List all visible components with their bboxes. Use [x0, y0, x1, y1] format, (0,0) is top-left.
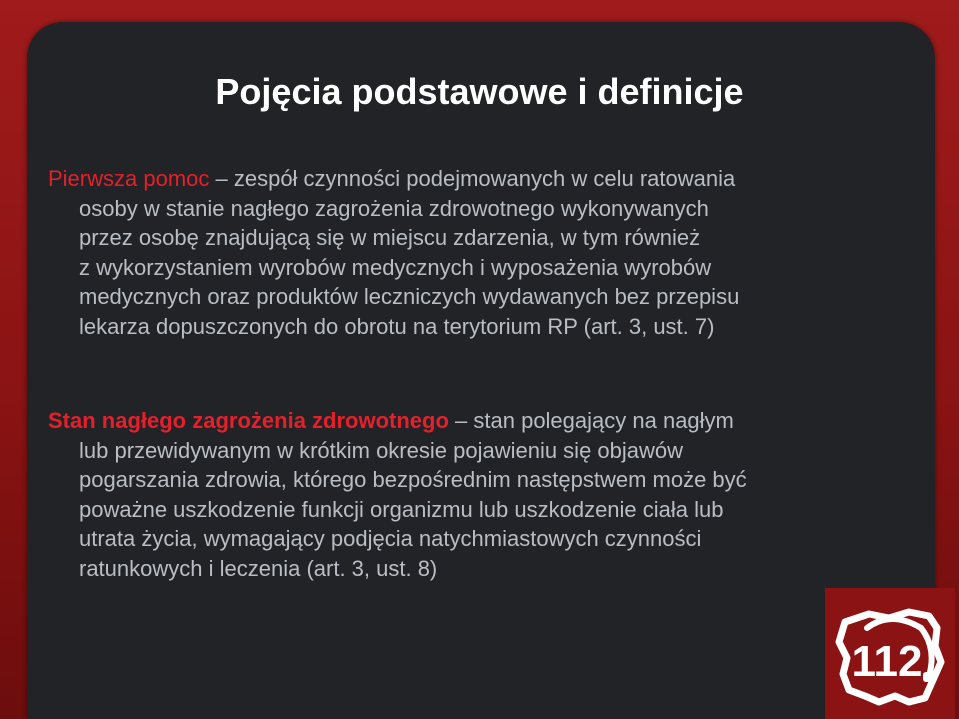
- definition-text: – zespół czynności podejmowanych w celu ratowania: [209, 166, 736, 191]
- definition-term: Pierwsza pomoc: [48, 166, 210, 191]
- definition-text: – stan polegający na nagłym: [448, 408, 734, 433]
- definition-line: lekarza dopuszczonych do obrotu na terytorium RP (art. 3, ust. 7): [79, 313, 715, 339]
- definition-line: lub przewidywanym w krótkim okresie pojawieniu się objawów: [79, 437, 684, 463]
- emergency-112-phone-logo-icon: [825, 588, 955, 719]
- definition-term: Stan nagłego zagrożenia zdrowotnego: [48, 408, 449, 433]
- definition-line: z wykorzystaniem wyrobów medycznych i wyposażenia wyrobów: [79, 254, 712, 280]
- content-panel: [27, 22, 935, 719]
- definition-line: [48, 164, 898, 194]
- logo-text: 112: [851, 637, 923, 686]
- definition-first-aid: [48, 164, 898, 341]
- definition-line: utrata życia, wymagający podjęcia natychmiastowych czynności: [79, 526, 702, 551]
- definition-line: pogarszania zdrowia, którego bezpośrednim następstwem może być: [79, 467, 747, 492]
- logo-112: [825, 588, 955, 719]
- definition-line: osoby w stanie nagłego zagrożenia zdrowotnego wykonywanych: [79, 195, 709, 221]
- definition-line: [48, 406, 898, 436]
- slide-title: Pojęcia podstawowe i definicje: [215, 71, 744, 112]
- definition-line: medycznych oraz produktów leczniczych wydawanych bez przepisu: [79, 284, 740, 309]
- definition-line: przez osobę znajdującą się w miejscu zdarzenia, w tym również: [79, 225, 701, 250]
- definition-emergency-state: [48, 406, 898, 583]
- definition-line: ratunkowych i leczenia (art. 3, ust. 8): [79, 555, 438, 581]
- definition-line: poważne uszkodzenie funkcji organizmu lub uszkodzenie ciała lub: [79, 496, 724, 522]
